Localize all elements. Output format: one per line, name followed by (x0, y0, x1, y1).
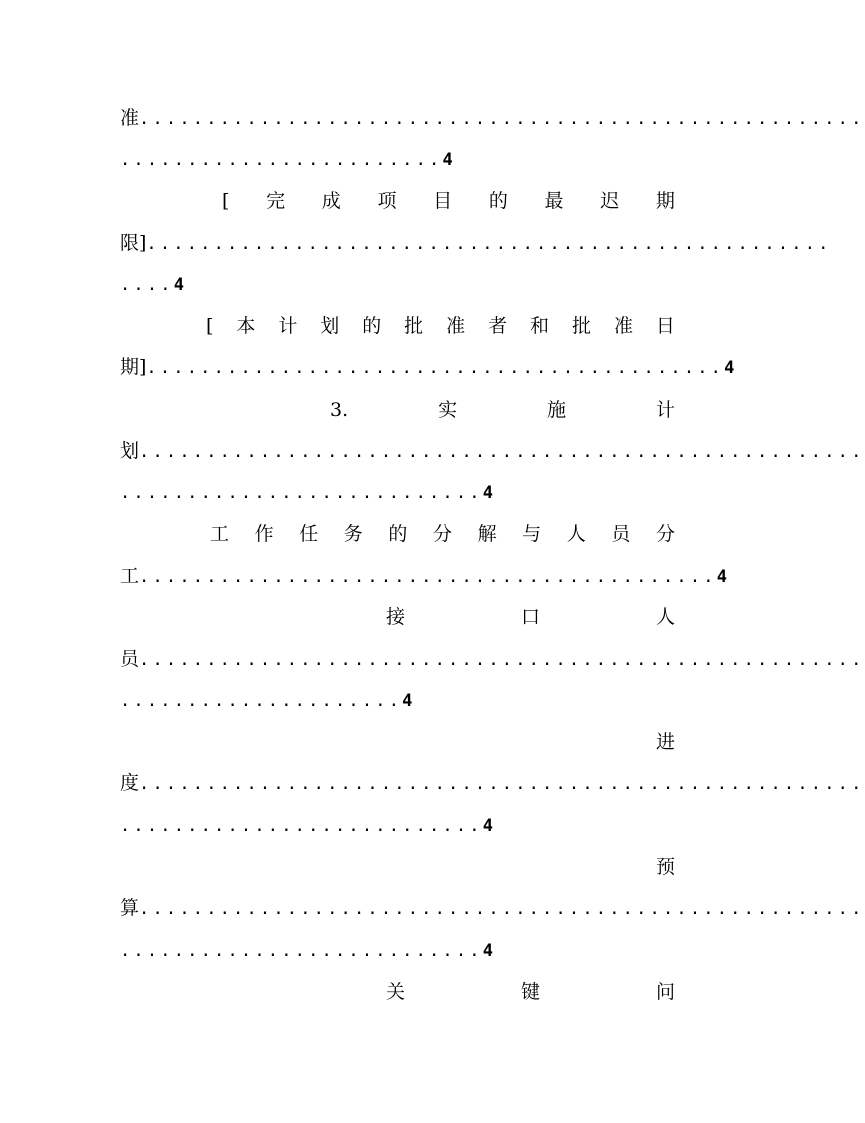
toc-word: 预 (655, 856, 675, 878)
toc-line (120, 436, 865, 466)
toc-leader: ........................... (120, 483, 483, 503)
toc-entry-title[interactable] (222, 186, 675, 216)
toc-word: 者 (488, 315, 508, 337)
toc-entry-title[interactable] (206, 311, 675, 341)
toc-line (120, 103, 865, 133)
toc-word: 计 (655, 399, 675, 421)
toc-word: 期 (655, 190, 675, 212)
toc-word: 完 (266, 190, 286, 212)
toc-word: 日 (655, 315, 675, 337)
toc-line (120, 893, 865, 923)
toc-text: 限] (120, 232, 147, 254)
toc-word: 人 (566, 523, 586, 545)
toc-entry-title[interactable] (330, 395, 675, 425)
toc-entry-title[interactable] (120, 727, 675, 757)
toc-leader: ........................ (120, 150, 443, 170)
toc-word: 任 (299, 523, 319, 545)
toc-page-number: 4 (173, 275, 184, 295)
toc-word: 关 (386, 981, 406, 1003)
toc-leader: ........................................... (146, 358, 725, 378)
toc-leader: ........................................... (139, 567, 717, 587)
toc-word: 接 (386, 606, 406, 628)
toc-entry-title[interactable] (386, 602, 675, 632)
toc-leader: ...................................................... (139, 442, 865, 462)
toc-word: 迟 (600, 190, 620, 212)
toc-word: 成 (321, 190, 341, 212)
toc-page-number: 4 (716, 567, 727, 587)
toc-text: 度 (120, 772, 140, 794)
toc-word: 问 (655, 981, 675, 1003)
toc-text: 算 (120, 897, 140, 919)
toc-page-number: 4 (482, 816, 493, 836)
toc-word: [ (222, 190, 230, 212)
toc-word: 批 (571, 315, 591, 337)
toc-word: 施 (547, 399, 567, 421)
toc-line (120, 644, 865, 674)
toc-line (120, 352, 735, 382)
toc-text: 准 (120, 107, 140, 129)
toc-word: 和 (530, 315, 550, 337)
toc-text: 员 (120, 648, 140, 670)
toc-line (120, 685, 675, 715)
toc-word: 实 (438, 399, 458, 421)
toc-page-number: 4 (724, 358, 735, 378)
toc-line (120, 768, 865, 798)
toc-word: 解 (477, 523, 497, 545)
toc-word: 作 (254, 523, 274, 545)
toc-word: 分 (655, 523, 675, 545)
toc-word: 批 (404, 315, 424, 337)
toc-entry-title[interactable] (210, 519, 675, 549)
toc-line (120, 144, 675, 174)
toc-leader: ...................................................... (139, 109, 865, 129)
toc-text: 划 (120, 440, 140, 462)
toc-leader: ................................................... (146, 234, 832, 254)
toc-word: 本 (236, 315, 256, 337)
toc-word: 分 (432, 523, 452, 545)
toc-line (120, 477, 675, 507)
toc-word: 计 (278, 315, 298, 337)
toc-leader: ........................... (120, 816, 483, 836)
toc-word: 员 (611, 523, 631, 545)
toc-line (120, 935, 675, 965)
toc-page-number: 4 (482, 941, 493, 961)
toc-word: 工 (210, 523, 230, 545)
toc-word: 人 (655, 606, 675, 628)
toc-line (120, 561, 727, 591)
toc-leader: ...................................................... (139, 774, 865, 794)
toc-leader: ........................... (120, 941, 483, 961)
toc-word: 键 (520, 981, 540, 1003)
toc-word: 项 (377, 190, 397, 212)
toc-word: 的 (362, 315, 382, 337)
toc-text: 期] (120, 356, 147, 378)
toc-page-number: 4 (402, 691, 413, 711)
toc-word: 务 (343, 523, 363, 545)
toc-word: 口 (520, 606, 540, 628)
toc-entry-title[interactable] (386, 977, 675, 1007)
toc-line (120, 810, 675, 840)
toc-leader: ..................... (120, 691, 403, 711)
toc-page-number: 4 (482, 483, 493, 503)
toc-word: 的 (488, 190, 508, 212)
toc-word: 的 (388, 523, 408, 545)
toc-entry-title[interactable] (120, 852, 675, 882)
toc-word: 准 (446, 315, 466, 337)
toc-word: [ (206, 315, 214, 337)
toc-word: 准 (613, 315, 633, 337)
toc-page-number: 4 (442, 150, 453, 170)
toc-line (120, 228, 832, 258)
toc-section-number: 3. (330, 399, 349, 421)
toc-leader: ...................................................... (139, 650, 865, 670)
toc-line (120, 269, 675, 299)
toc-word: 最 (544, 190, 564, 212)
toc-text: 工 (120, 565, 140, 587)
toc-word: 目 (433, 190, 453, 212)
toc-leader: ...................................................... (139, 899, 865, 919)
toc-word: 进 (655, 731, 675, 753)
toc-leader: .... (120, 275, 174, 295)
toc-word: 与 (522, 523, 542, 545)
toc-word: 划 (320, 315, 340, 337)
